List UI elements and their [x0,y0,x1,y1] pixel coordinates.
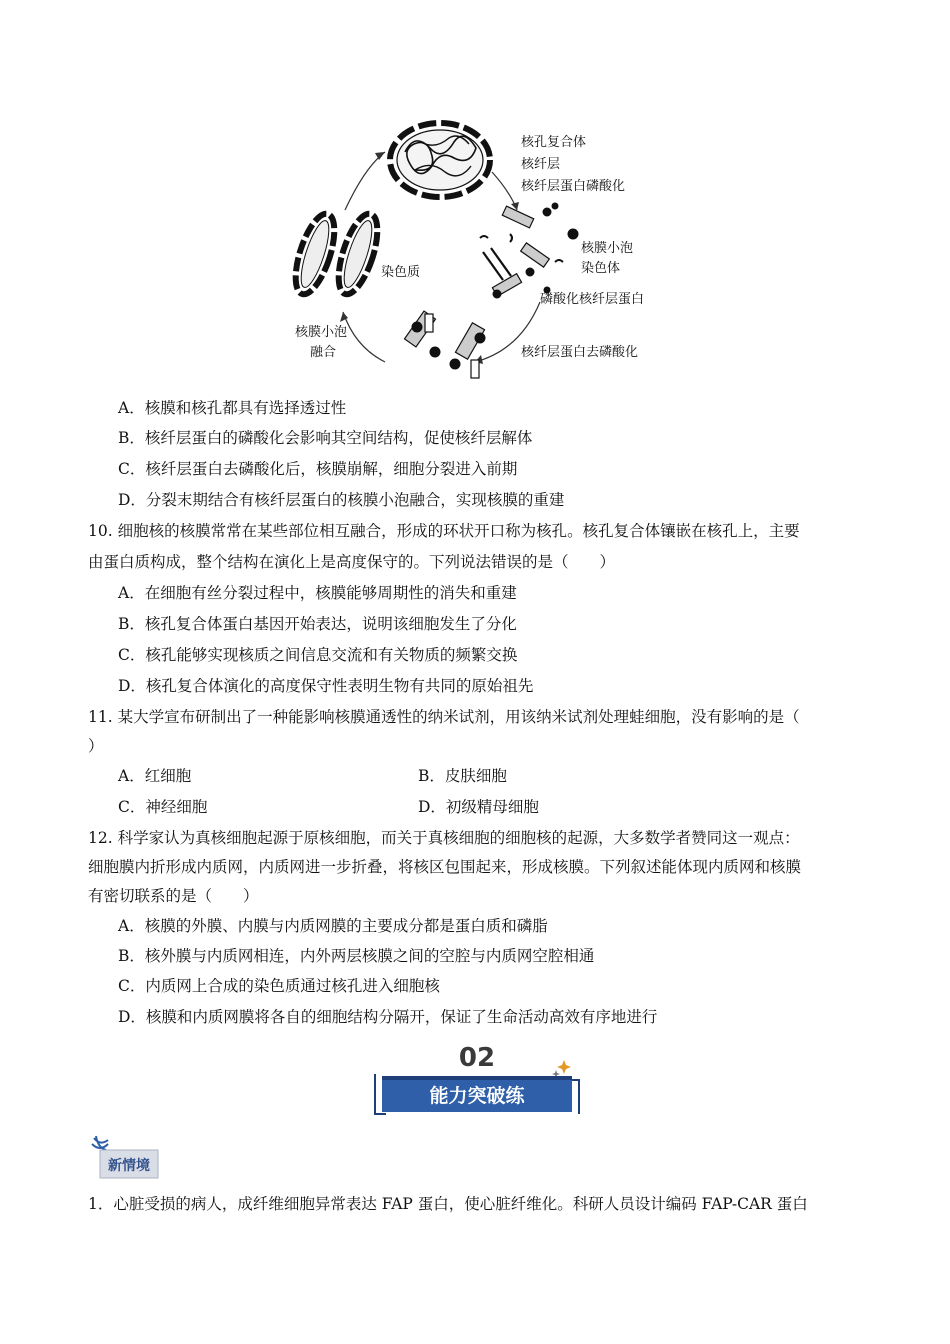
label-vesicle-right: 核膜小泡 [581,241,634,256]
label-chromosome: 染色体 [581,261,621,276]
sparkle-icon [557,1060,571,1074]
q11-option-d: D．初级精母细胞 [418,798,539,816]
label-lamina: 核纤层 [521,157,561,172]
label-fusion: 融合 [310,345,337,360]
telophase-chromosomes [405,311,485,378]
label-vesicle-fusion: 核膜小泡 [295,325,348,340]
q9-option-b: B．核纤层蛋白的磷酸化会影响其空间结构，促使核纤层解体 [118,429,533,447]
q11-stem-line1: 11. 某大学宣布研制出了一种能影响核膜通透性的纳米试剂，用该纳米试剂处理蛙细胞，没有影响的是（ [88,708,800,726]
q11-option-a: A．红细胞 [118,767,192,785]
label-pore-complex: 核孔复合体 [521,135,587,150]
daughter-nuclei [288,209,385,298]
q10-stem-line1: 10. 细胞核的核膜常常在某些部位相互融合，形成的环状开口称为核孔。核孔复合体镶嵌在核孔上，主要 [88,522,800,540]
q1-stem-line1: 1．心脏受损的病人，成纤维细胞异常表达 FAP 蛋白，使心脏纤维化。科研人员设计编码 FAP-CAR 蛋白 [88,1195,808,1213]
label-dephosphorylation: 核纤层蛋白去磷酸化 [521,345,639,360]
dna-icon [92,1136,108,1150]
q9-option-d: D．分裂末期结合有核纤层蛋白的核膜小泡融合，实现核膜的重建 [118,491,565,509]
q9-option-c: C．核纤层蛋白去磷酸化后，核膜崩解，细胞分裂进入前期 [118,460,518,478]
label-chromatin: 染色质 [381,265,421,280]
new-situation-badge [88,1134,164,1182]
dispersed-vesicles-chromosomes [480,203,578,298]
nuclear-envelope-cycle-diagram [285,112,665,384]
q11-option-b: B．皮肤细胞 [418,767,507,785]
banner-title: 能力突破练 [429,1085,525,1107]
section-banner [372,1040,582,1118]
q12-option-a: A．核膜的外膜、内膜与内质网膜的主要成分都是蛋白质和磷脂 [118,917,548,935]
q12-stem-line3: 有密切联系的是（ ） [88,887,259,905]
q11-stem-line2: ） [88,737,104,755]
q12-stem-line2: 细胞膜内折形成内质网，内质网进一步折叠，将核区包围起来，形成核膜。下列叙述能体现内质网和核膜 [88,858,802,876]
intact-nucleus [390,123,490,197]
q11-option-c: C．神经细胞 [118,798,208,816]
q10-stem-line2: 由蛋白质构成，整个结构在演化上是高度保守的。下列说法错误的是（ ） [88,553,616,571]
badge-label: 新情境 [108,1158,150,1174]
q9-option-a: A．核膜和核孔都具有选择透过性 [118,399,347,417]
q10-option-a: A．在细胞有丝分裂过程中，核膜能够周期性的消失和重建 [118,584,517,602]
label-phosphorylation: 核纤层蛋白磷酸化 [521,179,626,194]
q10-option-c: C．核孔能够实现核质之间信息交流和有关物质的频繁交换 [118,646,518,664]
q12-option-d: D．核膜和内质网膜将各自的细胞结构分隔开，保证了生命活动高效有序地进行 [118,1008,658,1026]
label-phospho-protein: 磷酸化核纤层蛋白 [540,292,645,307]
q12-option-c: C．内质网上合成的染色质通过核孔进入细胞核 [118,977,440,995]
q10-option-d: D．核孔复合体演化的高度保守性表明生物有共同的原始祖先 [118,677,534,695]
q10-option-b: B．核孔复合体蛋白基因开始表达，说明该细胞发生了分化 [118,615,517,633]
q12-stem-line1: 12. 科学家认为真核细胞起源于原核细胞，而关于真核细胞的细胞核的起源，大多数学者赞同这一观点： [88,829,800,847]
banner-number: 02 [458,1043,496,1073]
q12-option-b: B．核外膜与内质网相连，内外两层核膜之间的空腔与内质网空腔相通 [118,947,595,965]
